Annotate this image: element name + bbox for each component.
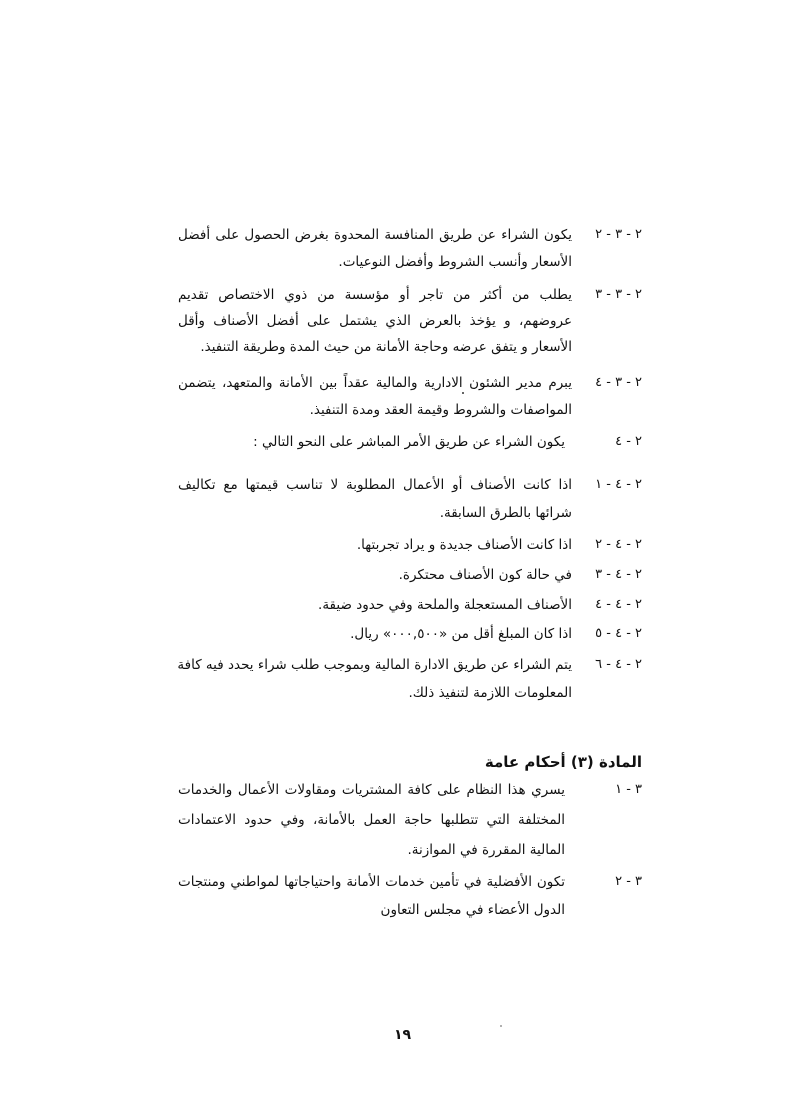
stray-dot — [462, 392, 464, 394]
page-number: ١٩ — [394, 1027, 412, 1043]
clause-number: ٢ - ٤ - ١ — [595, 477, 642, 492]
stray-dot — [500, 1025, 502, 1027]
clause-text-line: المختلفة التي تتطلبها حاجة العمل بالأمانة، وفي حدود الاعتمادات — [178, 812, 565, 828]
clause-number: ٢ - ٤ - ٣ — [595, 567, 642, 582]
clause-number: ٣ - ١ — [615, 782, 642, 797]
clause-text-line: اذا كانت الأصناف جديدة و يراد تجربتها. — [356, 537, 572, 553]
clause-number: ٢ - ٤ - ٢ — [595, 537, 642, 552]
clause-text-line: يكون الشراء عن طريق الأمر المباشر على النحو التالي : — [253, 434, 565, 450]
clause-text-line: الأسعار وأنسب الشروط وأفضل النوعيات. — [338, 254, 572, 270]
clause-number: ٢ - ٤ — [615, 434, 642, 449]
clause-text-line: الأسعار و يتفق عرضه وحاجة الأمانة من حيث المدة وطريقة التنفيذ. — [200, 339, 572, 355]
clause-text-line: الأصناف المستعجلة والملحة وفي حدود ضيقة. — [318, 597, 572, 613]
clause-text-line: شرائها بالطرق السابقة. — [439, 505, 572, 521]
clause-text-line: يتم الشراء عن طريق الادارة المالية وبموجب طلب شراء يحدد فيه كافة — [177, 657, 572, 673]
clause-number: ٢ - ٤ - ٦ — [595, 657, 642, 672]
clause-text-line: المالية المقررة في الموازنة. — [407, 842, 565, 858]
clause-text-line: المعلومات اللازمة لتنفيذ ذلك. — [408, 685, 572, 701]
clause-text-line: يبرم مدير الشئون الادارية والمالية عقداً بين الأمانة والمتعهد، يتضمن — [178, 375, 572, 391]
clause-text-line: يسري هذا النظام على كافة المشتريات ومقاولات الأعمال والخدمات — [178, 782, 565, 798]
clause-text-line: في حالة كون الأصناف محتكرة. — [398, 567, 572, 583]
clause-text-line: يطلب من أكثر من تاجر أو مؤسسة من ذوي الاختصاص تقديم — [178, 287, 572, 303]
clause-text-line: تكون الأفضلية في تأمين خدمات الأمانة واحتياجاتها لمواطني ومنتجات — [178, 874, 565, 890]
clause-text-line: المواصفات والشروط وقيمة العقد ومدة التنفيذ. — [309, 402, 572, 418]
clause-text-line: الدول الأعضاء في مجلس التعاون — [380, 902, 565, 918]
clause-number: ٢ - ٣ - ٣ — [595, 287, 642, 302]
clause-text-line: اذا كانت الأصناف أو الأعمال المطلوبة لا تناسب قيمتها مع تكاليف — [178, 477, 572, 493]
clause-text-line: يكون الشراء عن طريق المنافسة المحدوة بغرض الحصول على أفضل — [178, 227, 572, 243]
clause-number: ٣ - ٢ — [615, 874, 642, 889]
clause-number: ٢ - ٤ - ٤ — [595, 597, 642, 612]
clause-text-line: اذا كان المبلغ أقل من «٠٠٠,٥٠٠» ريال. — [350, 626, 572, 642]
clause-number: ٢ - ٤ - ٥ — [595, 626, 642, 641]
clause-number: ٢ - ٣ - ٢ — [595, 227, 642, 242]
clause-number: ٢ - ٣ - ٤ — [595, 375, 642, 390]
section-heading: المادة (٣) أحكام عامة — [484, 753, 642, 771]
clause-text-line: عروضهم، و يؤخذ بالعرض الذي يشتمل على أفضل الأصناف وأقل — [178, 313, 572, 329]
